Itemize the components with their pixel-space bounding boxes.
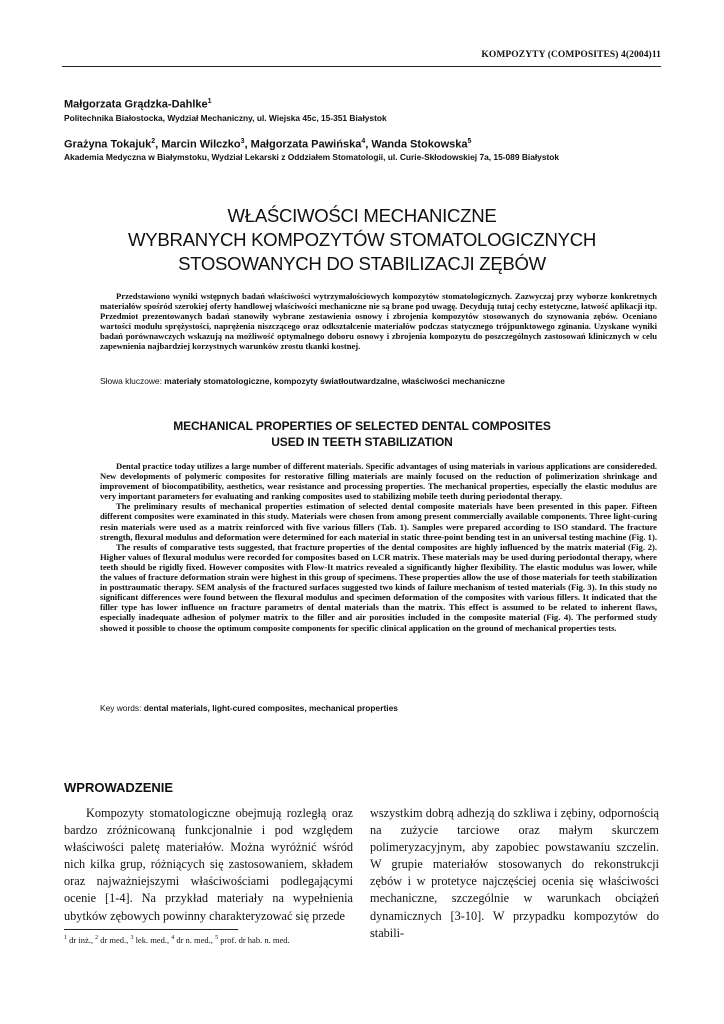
title-english-line: MECHANICAL PROPERTIES OF SELECTED DENTAL COMPOSITES	[173, 419, 551, 433]
authors-block	[64, 95, 664, 174]
footnote-text: dr inż.,	[67, 935, 96, 945]
author-marker: 2	[151, 137, 156, 145]
affiliation-2: Akademia Medyczna w Białymstoku, Wydział Lekarski z Oddziałem Stomatologii, ul. Curie-Skłodowskiej 7a, 15-089 Białystok	[64, 152, 560, 163]
title-english-line: USED IN TEETH STABILIZATION	[271, 435, 453, 449]
author-marker: 3	[240, 137, 245, 145]
title-english	[64, 418, 660, 450]
header-rule	[62, 66, 661, 67]
footnote-text: dr n. med.,	[174, 935, 216, 945]
section-heading: WPROWADZENIE	[64, 780, 174, 795]
title-polish	[64, 204, 660, 276]
title-polish-line: WYBRANYCH KOMPOZYTÓW STOMATOLOGICZNYCH	[128, 229, 596, 250]
abstract-english-paragraph: The results of comparative tests suggested, that fracture properties of the dental composites are highly influenced by the matrix material (Fig. 2). Higher values of flexural modulus were recorded for composites based on LCR matrix. These materials may be used during periodontal therapy, where teeth should be rigidly fixed. However composites with Flow-It matrics revealed a significantly higher flexibility. The elastic modulus was lower, while the values of fracture deformation strain were highest in this group of specimens. These properties allow the use of those materials for teeth stabilization in posttraumatic therapy. SEM analysis of the fractured surfaces suggested two kinds of failure mechanism of tested materials (Fig. 3). In this study no significant differences were found between the flexural modulus and specimen deformation of the composites with various fillers. It indicated that the filler type has lower influence on fracture parametrs of dental materials than the matrix. This effect is assumed to be related to inherent flaws, especially inadequate adhesion of polymer matrix to the filler and air porosities included in the composite material (Fig. 4). The performed study showed it possible to choose the optimum composite components for specific clinical application on the ground of mechanical properties tests.	[100, 541, 657, 633]
keywords-english	[100, 703, 657, 713]
author-name: Małgorzata Grądzka-Dahlke	[64, 98, 208, 111]
footnote-text: prof. dr hab. n. med.	[218, 935, 290, 945]
footnote-marker: 2	[95, 935, 99, 942]
footnote-text: dr med.,	[98, 935, 131, 945]
abstract-english-paragraph: The preliminary results of mechanical properties estimation of selected dental composite materials have been presented in this paper. Fifteen different composites were examinated in this study. Materials were chosen from among present commercially available components. Three light-curing resin materials were used as a matrix reinforced with five various fillers (Tab. 1). Samples were prepared according to ISO standard. The fracture strength, flexural modulus and deformation were determined for each material in static three-point bending test in an universal testing machine (Fig. 1).	[100, 501, 657, 542]
author-name: Grażyna Tokajuk	[64, 138, 152, 151]
body-paragraph: wszystkim dobrą adhezją do szkliwa i zębiny, odpornością na zużycie tarciowe oraz małym skurczem polimeryzacyjnym, aby zapobiec powstawaniu szczelin. W grupie materiałów stosowanych do rekonstrukcji zębów i w protetyce najczęściej ocenia się właściwości mechaniczne, szczególnie w warunkach obciążeń dynamicznych [3-10]. W przypadku kompozytów do stabili-	[370, 806, 659, 940]
author-group-1	[64, 95, 664, 112]
body-column-left	[64, 805, 353, 925]
footnote-marker: 1	[64, 935, 67, 942]
affiliation-1: Politechnika Białostocka, Wydział Mechaniczny, ul. Wiejska 45c, 15-351 Białystok	[64, 112, 387, 123]
abstract-english	[100, 461, 657, 633]
footnote-marker: 5	[215, 935, 219, 942]
keywords-text: dental materials, light-cured composites, mechanical properties	[143, 703, 398, 713]
running-header: KOMPOZYTY (COMPOSITES) 4(2004)11	[481, 50, 661, 60]
keywords-polish	[100, 376, 657, 386]
footnote-rule	[64, 929, 238, 930]
title-polish-line: WŁAŚCIWOŚCI MECHANICZNE	[227, 205, 497, 226]
author-marker: 4	[361, 137, 366, 145]
body-paragraph: Kompozyty stomatologiczne obejmują rozległą oraz bardzo zróżnicowaną funkcjonalnie i pod względem właściwości paletę materiałów. Można wyróżnić wśród nich kilka grup, różniących się zastosowaniem, składem oraz najważniejszymi właściwościami podlegającymi ocenie [1-4]. Na przykład materiały na wypełnienia ubytków zębowych powinny charakteryzować się przede	[64, 806, 353, 923]
abstract-polish-paragraph: Przedstawiono wyniki wstępnych badań właściwości wytrzymałościowych kompozytów stomatologicznych. Zazwyczaj przy wyborze konkretnych materiałów spośród szerokiej oferty handlowej właściwości mechaniczne nie są brane pod uwagę. Decydują tutaj cechy estetyczne, łatwość aplikacji itp. Przedmiot prezentowanych badań stanowiły wybrane zestawienia osnowy i zbrojenia kompozytów stosowanych do szynowania zębów. Oceniano wartości modułu sprężystości, naprężenia niszczącego oraz odkształcenie materiałów podczas statycznego trójpunktowego zginania. Uzyskane wyniki badań porównawczych wskazują na możliwość optymalnego doboru osnowy i zbrojenia kompozytu do poszczególnych zastosowań klinicznych w celu zapewnienia najbardziej korzystnych warunków zrostu tkanki kostnej.	[100, 291, 657, 352]
keywords-label: Słowa kluczowe:	[100, 376, 162, 386]
footnote-marker: 4	[171, 935, 175, 942]
keywords-text: materiały stomatologiczne, kompozyty światłoutwardzalne, właściwości mechaniczne	[164, 376, 505, 386]
title-polish-line: STOSOWANYCH DO STABILIZACJI ZĘBÓW	[178, 253, 546, 274]
abstract-english-paragraph: Dental practice today utilizes a large number of different materials. Specific advantages of using materials in various applications are considereded. New developments of polymeric composites for restorative filling materials are mainly focused on the reduction of polimerization shrinkage and improvement of biocompatibility, aesthetics, wear resistance and processing properties. The mechanical properties, especially the elastic modulus are very important parameters for evaluating and ranking composites used to stabilizing mobile teeth during periodontal therapy.	[100, 461, 657, 502]
author-name: Marcin Wilczko	[161, 138, 241, 151]
author-group-2: Grażyna Tokajuk$^2$, Marcin Wilczko$^3$, Małgorzata Pawińska$^4$, Wanda Stokowska$^5$	[64, 137, 472, 151]
footnote	[64, 935, 290, 945]
author-marker: 1	[207, 98, 212, 105]
author-name: Wanda Stokowska	[371, 138, 468, 151]
abstract-polish	[100, 291, 657, 352]
footnote-text: lek. med.,	[133, 935, 172, 945]
footnote-marker: 3	[130, 935, 134, 942]
author-name: Małgorzata Pawińska	[250, 138, 362, 151]
body-column-right	[370, 805, 659, 942]
keywords-label: Key words:	[100, 703, 142, 713]
author-marker: 5	[467, 137, 472, 145]
